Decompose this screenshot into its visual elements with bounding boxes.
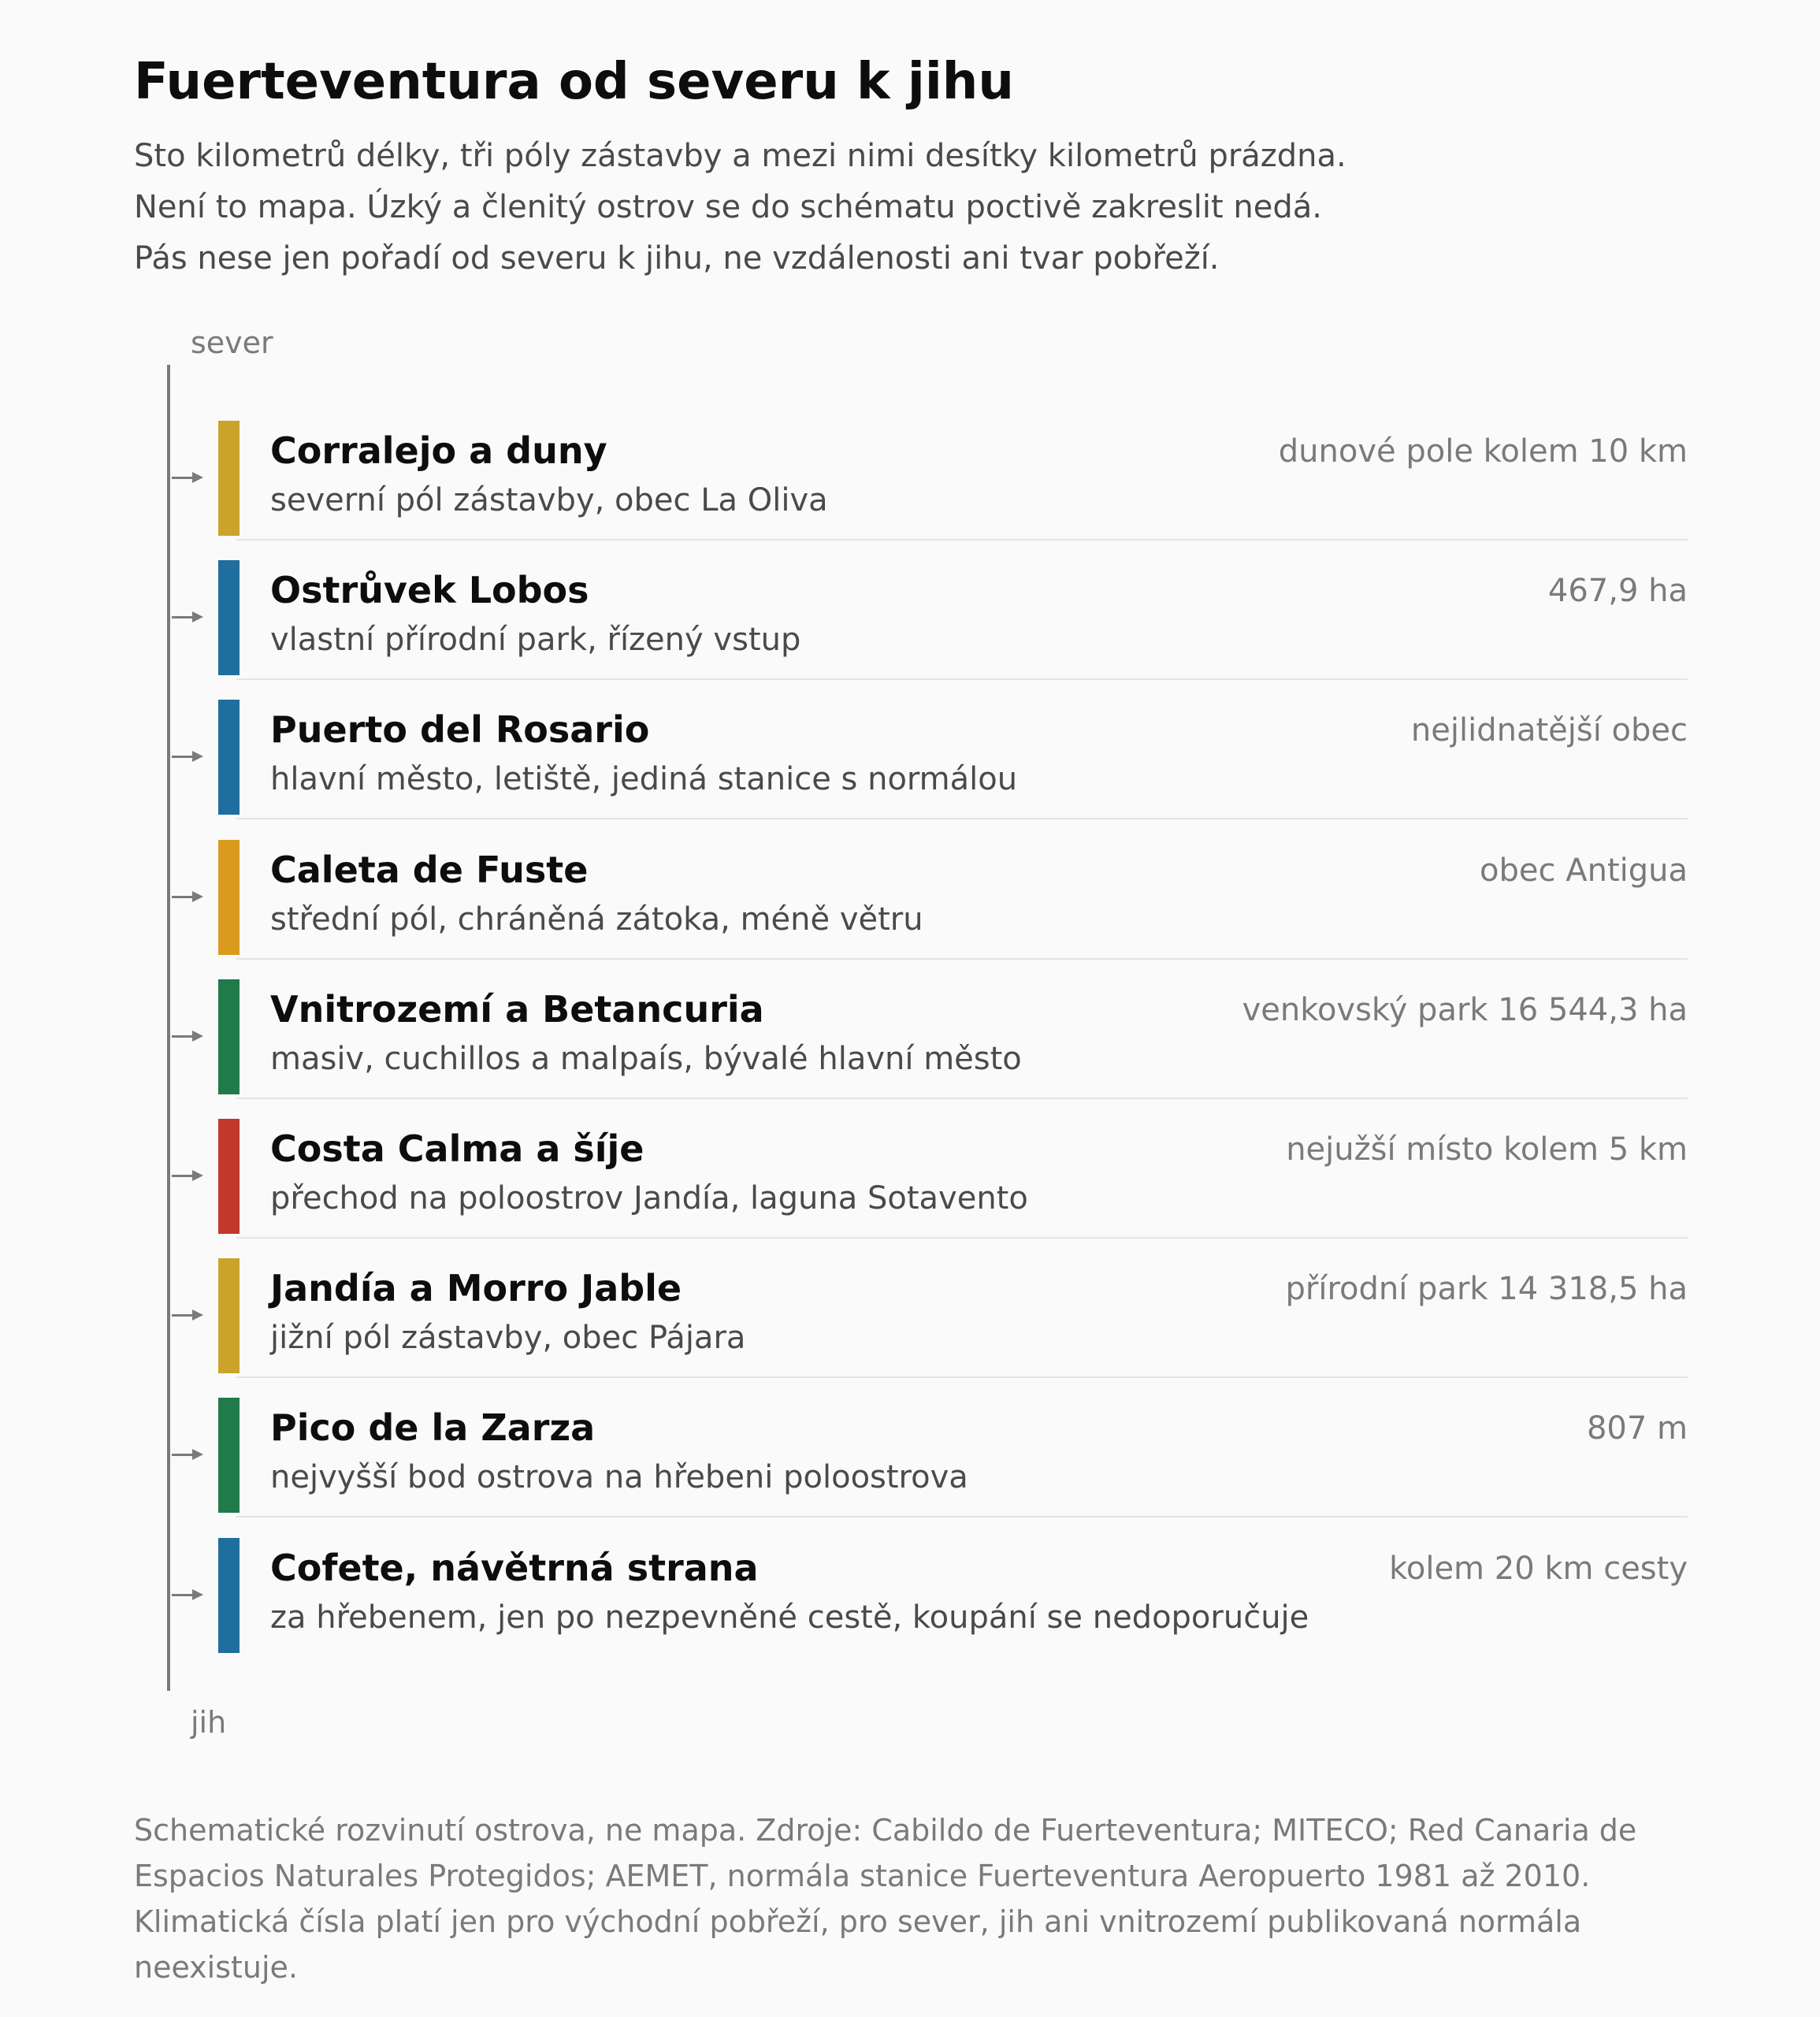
row-divider [236,1376,1688,1378]
place-description: za hřebenem, jen po nezpevněné cestě, koupání se nedoporučuje [270,1599,1309,1636]
footnote-line: Schematické rozvinutí ostrova, ne mapa. Zdroje: Cabildo de Fuerteventura; MITECO; Red Canaria de [134,1813,1637,1848]
place-fact: dunové pole kolem 10 km [1278,433,1688,470]
place-description: střední pól, chráněná zátoka, méně větru [270,901,923,938]
place-name: Puerto del Rosario [270,708,650,751]
footnote-line: neexistuje. [134,1950,299,1985]
intro-line: Není to mapa. Úzký a členitý ostrov se do schématu poctivě zakreslit nedá. [134,189,1322,225]
place-description: jižní pól zástavby, obec Pájara [270,1320,746,1356]
arrow-right-icon [192,1170,203,1181]
place-name: Jandía a Morro Jable [270,1267,682,1309]
place-name: Cofete, návětrná strana [270,1547,759,1589]
place-name: Ostrůvek Lobos [270,569,589,611]
place-name: Costa Calma a šíje [270,1127,644,1170]
place-name: Corralejo a duny [270,429,607,472]
color-swatch [218,840,240,955]
place-name: Caleta de Fuste [270,849,589,891]
place-row [0,1529,1820,1668]
place-description: přechod na poloostrov Jandía, laguna Sotavento [270,1180,1028,1217]
place-description: severní pól zástavby, obec La Oliva [270,482,828,518]
place-row [0,411,1820,551]
place-description: masiv, cuchillos a malpaís, bývalé hlavní město [270,1041,1022,1077]
color-swatch [218,421,240,536]
color-swatch [218,1398,240,1513]
footnote [134,1807,1710,1990]
place-fact: nejužší místo kolem 5 km [1286,1131,1688,1168]
color-swatch [218,1119,240,1234]
footnote-line: Espacios Naturales Protegidos; AEMET, normála stanice Fuerteventura Aeropuerto 1981 až 2010. [134,1859,1591,1893]
place-row [0,830,1820,970]
place-fact: kolem 20 km cesty [1389,1551,1688,1587]
place-description: vlastní přírodní park, řízený vstup [270,622,801,658]
arrow-right-icon [192,611,203,622]
place-row [0,551,1820,690]
place-row [0,970,1820,1109]
intro-line: Sto kilometrů délky, tři póly zástavby a mezi nimi desítky kilometrů prázdna. [134,138,1346,174]
page-title: Fuerteventura od severu k jihu [134,53,1014,111]
arrow-right-icon [192,1031,203,1042]
arrow-right-icon [192,472,203,483]
place-fact: obec Antigua [1480,852,1688,889]
place-fact: venkovský park 16 544,3 ha [1242,992,1688,1028]
row-divider [236,958,1688,960]
color-swatch [218,1538,240,1653]
arrow-right-icon [192,1309,203,1321]
arrow-right-icon [192,1589,203,1600]
place-name: Pico de la Zarza [270,1406,596,1449]
place-fact: nejlidnatější obec [1410,712,1688,748]
place-fact: 467,9 ha [1547,573,1688,609]
row-divider [236,678,1688,680]
row-divider [236,539,1688,540]
place-description: nejvyšší bod ostrova na hřebeni poloostrova [270,1459,968,1495]
place-fact: přírodní park 14 318,5 ha [1285,1271,1688,1307]
arrow-right-icon [192,891,203,902]
place-name: Vnitrozemí a Betancuria [270,988,764,1031]
intro-line: Pás nese jen pořadí od severu k jihu, ne vzdálenosti ani tvar pobřeží. [134,240,1220,277]
intro-text [134,131,1710,284]
row-divider [236,818,1688,819]
south-label: jih [191,1705,227,1740]
arrow-right-icon [192,1449,203,1460]
arrow-right-icon [192,751,203,762]
color-swatch [218,979,240,1094]
place-row [0,1109,1820,1249]
row-divider [236,1098,1688,1099]
footnote-line: Klimatická čísla platí jen pro východní pobřeží, pro sever, jih ani vnitrozemí publikovaná normála [134,1904,1582,1939]
row-divider [236,1516,1688,1517]
color-swatch [218,700,240,815]
place-description: hlavní město, letiště, jediná stanice s normálou [270,761,1018,797]
north-label: sever [191,325,273,360]
row-divider [236,1237,1688,1239]
place-row [0,1388,1820,1528]
place-fact: 807 m [1586,1410,1688,1447]
place-row [0,1249,1820,1388]
place-row [0,690,1820,830]
color-swatch [218,1258,240,1373]
color-swatch [218,560,240,675]
